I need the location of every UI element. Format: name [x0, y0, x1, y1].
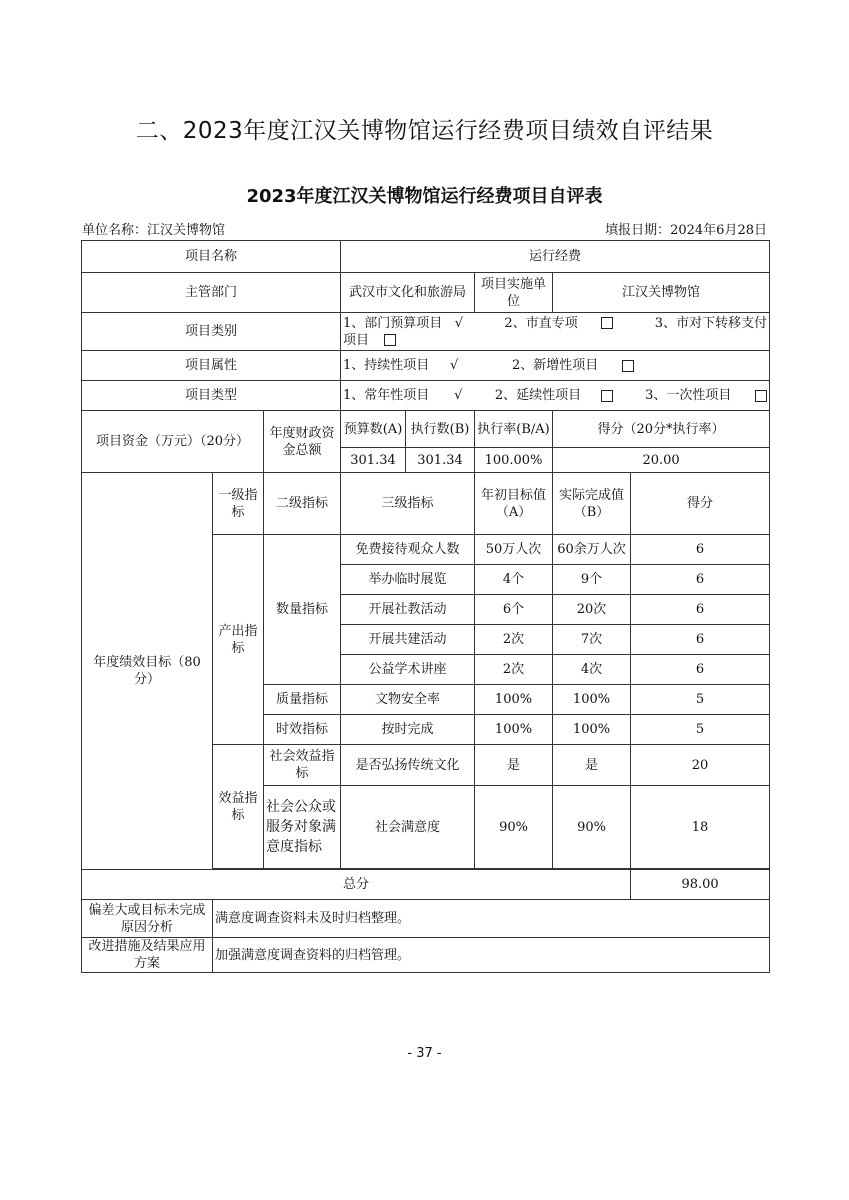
category-label: 项目类别: [82, 313, 341, 351]
table-row-score: 6: [631, 595, 770, 625]
table-row-score: 20: [631, 745, 770, 786]
deviation-value: 满意度调查资料未及时归档整理。: [213, 900, 770, 938]
type-opt2: 2、延续性项目: [494, 388, 582, 403]
exec-header: 执行数(B): [406, 411, 475, 448]
l2-header: 二级指标: [264, 473, 341, 535]
table-row-score: 6: [631, 625, 770, 655]
impl-unit-label: 项目实施单位: [475, 273, 553, 313]
score-header: 得分: [631, 473, 770, 535]
attribute-opt2: 2、新增性项目: [512, 358, 599, 373]
table-row-name: 社会满意度: [341, 786, 475, 869]
dept-label: 主管部门: [82, 273, 341, 313]
table-row-actual: 4次: [553, 655, 631, 685]
table-row-actual: 100%: [553, 685, 631, 715]
table-row-name: 免费接待观众人数: [341, 535, 475, 565]
attribute-mark1: √: [449, 358, 459, 373]
table-row-score: 6: [631, 535, 770, 565]
l1-header: 一级指标: [213, 473, 264, 535]
budget-header: 预算数(A): [341, 411, 406, 448]
table-row-target: 4个: [475, 565, 553, 595]
benefit-indicator: 效益指标: [213, 745, 264, 869]
total-label: 总分: [82, 870, 631, 900]
attribute-opt1: 1、持续性项目: [343, 358, 430, 373]
table-row-actual: 90%: [553, 786, 631, 869]
table-row-actual: 7次: [553, 625, 631, 655]
checkbox-icon: [601, 317, 613, 329]
project-name-label: 项目名称: [82, 241, 341, 273]
budget-value: 301.34: [341, 448, 406, 473]
output-indicator: 产出指标: [213, 535, 264, 745]
funds-sub-label: 年度财政资金总额: [264, 411, 341, 473]
type-opt3: 3、一次性项目: [645, 388, 732, 403]
category-mark1: √: [454, 315, 463, 331]
checkbox-icon: [384, 334, 396, 346]
table-row-target: 50万人次: [475, 535, 553, 565]
actual-header: 实际完成值（B）: [553, 473, 631, 535]
category-opt1: 1、部门预算项目: [343, 315, 443, 331]
table-row-score: 5: [631, 685, 770, 715]
checkbox-icon: [601, 390, 613, 402]
exec-value: 301.34: [406, 448, 475, 473]
page-number: - 37 -: [407, 1046, 442, 1061]
table-row-target: 6个: [475, 595, 553, 625]
quantity-indicator: 数量指标: [264, 535, 341, 685]
category-options: [341, 313, 770, 351]
table-row-name: 公益学术讲座: [341, 655, 475, 685]
funds-score-value: 20.00: [553, 448, 770, 473]
timeliness-indicator: 时效指标: [264, 715, 341, 745]
table-row-target: 90%: [475, 786, 553, 869]
table-row-name: 文物安全率: [341, 685, 475, 715]
table-row-name: 是否弘扬传统文化: [341, 745, 475, 786]
type-label: 项目类型: [82, 381, 341, 411]
checkbox-icon: [622, 360, 634, 372]
rate-value: 100.00%: [475, 448, 553, 473]
table-row-name: 举办临时展览: [341, 565, 475, 595]
table-row-target: 100%: [475, 715, 553, 745]
rate-header: 执行率(B/A): [475, 411, 553, 448]
impl-unit-value: 江汉关博物馆: [553, 273, 770, 313]
table-row-actual: 9个: [553, 565, 631, 595]
type-options: [341, 381, 770, 411]
funds-score-header: 得分（20分*执行率）: [553, 411, 770, 448]
table-row-target: 100%: [475, 685, 553, 715]
table-row-target: 是: [475, 745, 553, 786]
l3-header: 三级指标: [341, 473, 475, 535]
evaluation-table: [81, 240, 770, 973]
improvement-label: 改进措施及结果应用方案: [82, 938, 213, 973]
table-title: 2023年度江汉关博物馆运行经费项目自评表: [246, 186, 603, 207]
table-row-score: 18: [631, 786, 770, 869]
dept-value: 武汉市文化和旅游局: [341, 273, 475, 313]
quality-indicator: 质量指标: [264, 685, 341, 715]
table-row-name: 开展共建活动: [341, 625, 475, 655]
checkbox-icon: [755, 390, 767, 402]
table-row-actual: 60余万人次: [553, 535, 631, 565]
table-row-actual: 是: [553, 745, 631, 786]
table-row-name: 按时完成: [341, 715, 475, 745]
table-row-actual: 20次: [553, 595, 631, 625]
table-row-score: 6: [631, 565, 770, 595]
category-opt3b: 项目: [343, 332, 370, 348]
funds-label: 项目资金（万元）（20分）: [82, 411, 264, 473]
deviation-label: 偏差大或目标未完成原因分析: [82, 900, 213, 938]
project-name-value: 运行经费: [341, 241, 770, 273]
type-mark1: √: [454, 388, 463, 403]
table-row-target: 2次: [475, 655, 553, 685]
table-row-score: 5: [631, 715, 770, 745]
type-opt1: 1、常年性项目: [343, 388, 430, 403]
target-header: 年初目标值（A）: [475, 473, 553, 535]
improvement-value: 加强满意度调查资料的归档管理。: [213, 938, 770, 973]
table-row-actual: 100%: [553, 715, 631, 745]
satisfaction-indicator: 社会公众或服务对象满意度指标: [264, 786, 341, 869]
social-indicator: 社会效益指标: [264, 745, 341, 786]
category-opt3: 3、市对下转移支付: [654, 315, 768, 331]
report-date: 填报日期：2024年6月28日: [605, 223, 767, 238]
page-heading: 二、2023年度江汉关博物馆运行经费项目绩效自评结果: [135, 118, 714, 144]
table-row-target: 2次: [475, 625, 553, 655]
unit-name: 单位名称：江汉关博物馆: [82, 223, 226, 238]
table-row-score: 6: [631, 655, 770, 685]
attribute-label: 项目属性: [82, 351, 341, 381]
table-row-name: 开展社教活动: [341, 595, 475, 625]
total-value: 98.00: [631, 870, 770, 900]
perf-label: 年度绩效目标（80分）: [82, 473, 213, 870]
category-opt2: 2、市直专项: [504, 315, 578, 331]
attribute-options: [341, 351, 770, 381]
